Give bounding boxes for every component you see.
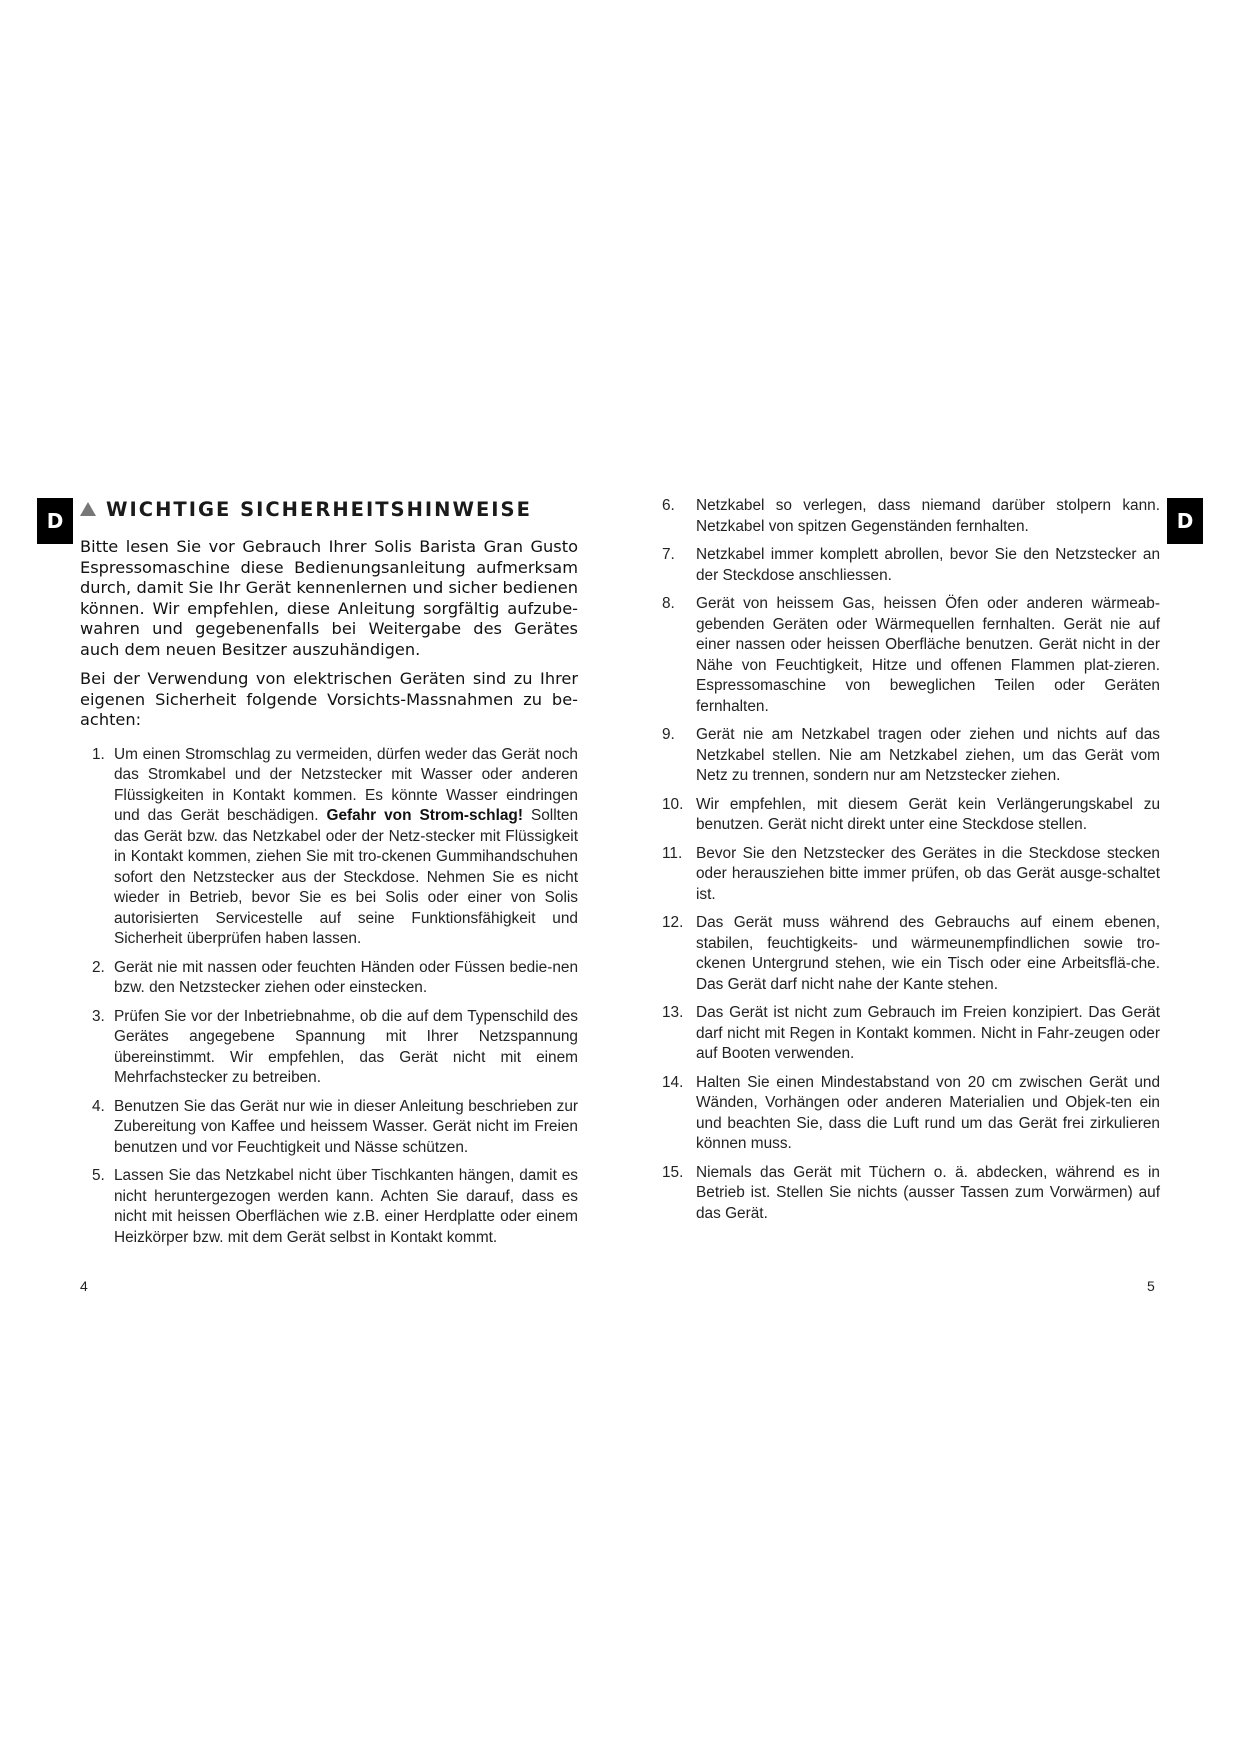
list-item [92,1166,578,1248]
list-item [662,1073,1160,1155]
list-item [662,844,1160,906]
list-item [662,594,1160,717]
list-item-number: 2. [92,958,105,976]
list-item-text-continued: Sollten das Gerät bzw. das Netzkabel oder der Netz-stecker mit Flüssigkeit in Kontakt kommen, ziehen Sie mit tro-ckenen Gummihandschuhen sofort den Netzstecker aus der Steckdose. Nehmen Sie es nicht wieder in Betrieb, bevor Sie es bei Solis oder einer von Solis autorisierten Servicestelle auf seine Funktionsfähigkeit und Sicherheit überprüfen haben lassen. [114,807,579,947]
list-item [662,1163,1160,1225]
list-item-text: Lassen Sie das Netzkabel nicht über Tischkanten hängen, damit es nicht heruntergezogen werden kann. Achten Sie darauf, dass es nicht mit heissen Oberflächen wie z.B. einer Herdplatte oder einem Heizkörper bzw. mit dem Gerät selbst in Kontakt kommt. [114,1167,578,1246]
heading-text: WICHTIGE SICHERHEITSHINWEISE [106,497,532,521]
list-item-text: Benutzen Sie das Gerät nur wie in dieser Anleitung beschrieben zur Zubereitung von Kaffee und heissem Wasser. Gerät nicht im Freien benutzen und vor Feuchtigkeit und Nässe schützen. [114,1097,578,1156]
list-item-text: Das Gerät ist nicht zum Gebrauch im Freien konzipiert. Das Gerät darf nicht mit Regen in Kontakt kommen. Nicht in Fahr-zeugen oder auf Booten verwenden. [696,1004,1160,1062]
list-item-text: Halten Sie einen Mindestabstand von 20 cm zwischen Gerät und Wänden, Vorhängen oder anderen Materialien und Objek-ten ein und beachten Sie, dass die Luft rund um das Gerät frei zirkulieren können muss. [696,1073,1160,1152]
list-item [662,725,1160,787]
list-item-text: Wir empfehlen, mit diesem Gerät kein Verlängerungskabel zu benutzen. Gerät nicht direkt unter eine Steckdose stellen. [696,795,1160,833]
list-item-number: 6. [662,497,675,514]
section-heading [80,496,578,522]
language-tab-left: D [37,498,73,544]
list-item [92,1007,578,1089]
list-item-number: 5. [92,1167,105,1184]
intro-paragraph-precautions: Bei der Verwendung von elektrischen Geräten sind zu Ihrer eigenen Sicherheit folgende Vorsichts-Massnahmen zu be-achten: [80,669,578,729]
list-item-text: Das Gerät muss während des Gebrauchs auf einem ebenen, stabilen, feuchtigkeits- und wärmeunempfindlichen sowie tro-ckenen Untergrund stehen, wie ein Tisch oder eine Arbeitsflä-che. Das Gerät darf nicht nahe der Kante stehen. [696,914,1160,993]
safety-list-right [662,496,1160,1224]
list-item-text: Gerät von heissem Gas, heissen Öfen oder anderen wärmeab-gebenden Geräten oder Wärmequellen fernhalten. Gerät nie auf einer nassen oder heissen Oberfläche benutzen. Gerät nicht in der Nähe von Feuchtigkeit, Hitze und offenen Flammen plat-zieren. Espressomaschine von beweglichen Teilen oder Geräten fernhalten. [696,595,1160,715]
list-item-text: Netzkabel so verlegen, dass niemand darüber stolpern kann. Netzkabel von spitzen Gegenständen fernhalten. [696,497,1160,535]
list-item-number: 3. [92,1007,105,1025]
list-item-number: 1. [92,745,105,763]
list-item [662,1003,1160,1065]
left-page [80,496,578,1256]
list-item-number: 10. [662,795,684,813]
list-item-text: Niemals das Gerät mit Tüchern o. ä. abdecken, während es in Betrieb ist. Stellen Sie nichts (ausser Tassen zum Vorwärmen) auf das Gerät. [696,1163,1160,1222]
warning-triangle-icon [80,502,96,516]
list-item-number: 14. [662,1073,684,1091]
list-item-text: Um einen Stromschlag zu vermeiden, dürfen weder das Gerät noch das Stromkabel und der Netzstecker mit Wasser oder anderen Flüssigkeiten in Kontakt kommen. Es könnte Wasser eindringen und das Gerät beschädigen. [114,745,578,824]
page-number-left: 4 [80,1278,88,1294]
list-item-text: Bevor Sie den Netzstecker des Gerätes in die Steckdose stecken oder herausziehen bitte immer prüfen, ob das Gerät ausge-schaltet ist. [696,844,1160,903]
list-item [662,913,1160,995]
list-item-text: Prüfen Sie vor der Inbetriebnahme, ob die auf dem Typenschild des Gerätes angegebene Spannung mit Ihrer Netzspannung übereinstimmt. Wir empfehlen, das Gerät nicht mit einem Mehrfachstecker zu betreiben. [114,1007,578,1086]
list-item [662,795,1160,836]
list-item-number: 11. [662,844,683,862]
list-item-number: 9. [662,726,675,743]
list-item-number: 13. [662,1004,684,1021]
language-tab-right: D [1167,498,1203,544]
list-item-number: 8. [662,595,675,612]
right-page [662,496,1160,1232]
safety-list-left [80,745,578,1249]
list-item-text: Gerät nie am Netzkabel tragen oder ziehen und nichts auf das Netzkabel stellen. Nie am Netzkabel ziehen, um das Gerät vom Netz zu trennen, sondern nur am Netzstecker ziehen. [696,726,1160,784]
list-item [92,958,578,999]
list-item-number: 7. [662,546,675,563]
list-item [662,545,1160,586]
list-item [662,496,1160,537]
list-item [92,745,578,950]
list-item-text: Gerät nie mit nassen oder feuchten Händen oder Füssen bedie-nen bzw. den Netzstecker ziehen oder einstecken. [114,958,578,996]
page-number-right: 5 [1147,1278,1155,1294]
list-item-number: 4. [92,1097,105,1115]
list-item-text: Netzkabel immer komplett abrollen, bevor Sie den Netzstecker an der Steckdose anschliessen. [696,546,1160,584]
intro-paragraph: Bitte lesen Sie vor Gebrauch Ihrer Solis Barista Gran Gusto Espressomaschine diese Bedienungsanleitung aufmerksam durch, damit Sie Ihr Gerät kennenlernen und sicher bedienen können. Wir empfehlen, diese Anleitung sorgfältig aufzube-wahren und gegebenenfalls bei Weitergabe des Gerätes auch dem neuen Besitzer auszuhändigen. [80,537,578,659]
danger-warning: Gefahr von Strom-schlag! [326,807,523,824]
list-item [92,1097,578,1159]
list-item-number: 12. [662,914,684,931]
list-item-number: 15. [662,1163,684,1181]
